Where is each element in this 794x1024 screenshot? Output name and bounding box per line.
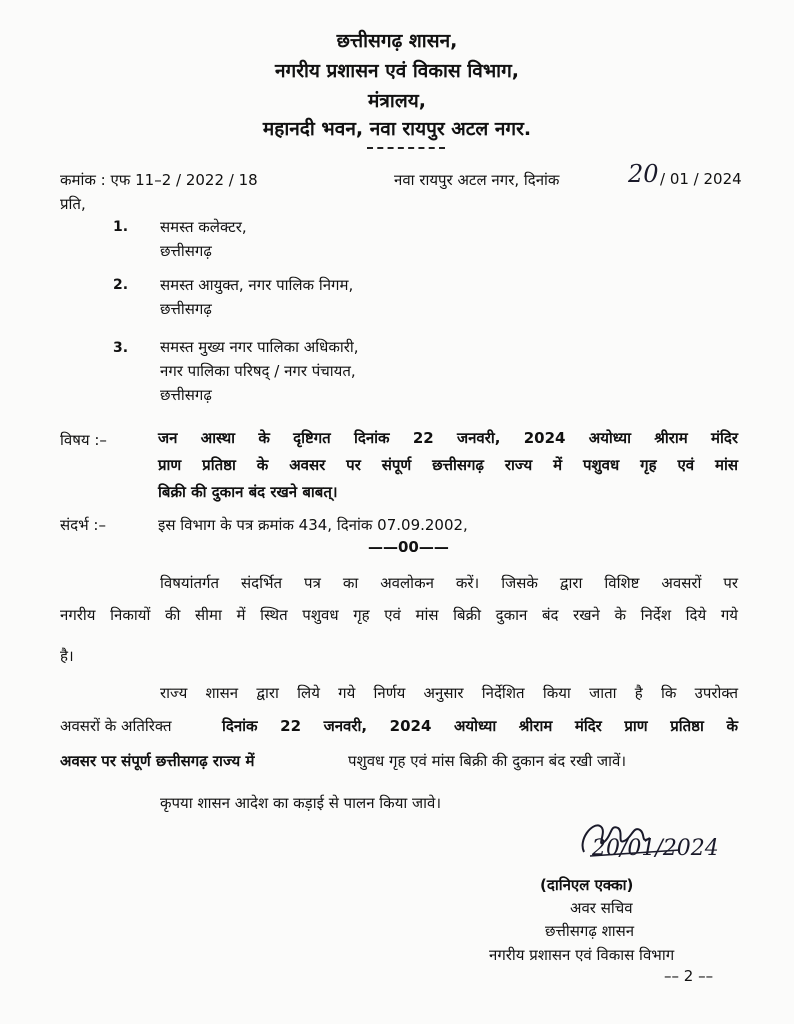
para1-line: है। <box>60 647 74 665</box>
signature-date: 20/01/2024 <box>592 836 719 861</box>
recipient-line: छत्तीसगढ़ <box>160 242 212 260</box>
signatory-org: छत्तीसगढ़ शासन <box>545 922 635 940</box>
subject-line: प्राण प्रतिष्ठा के अवसर पर संपूर्ण छत्तीसगढ़ राज्य में पशुवध गृह एवं मांस <box>158 456 738 474</box>
para2-line: राज्य शासन द्वारा लिये गये निर्णय अनुसार निर्देशित किया जाता है कि उपरोक्त <box>160 684 738 702</box>
header-ministry: मंत्रालय, <box>368 90 426 112</box>
separator: ——00—— <box>368 538 449 556</box>
subject-label: विषय :– <box>60 431 107 449</box>
para1-line: विषयांतर्गत संदर्भित पत्र का अवलोकन करें। जिसके द्वारा विशिष्ट अवसरों पर <box>160 574 738 592</box>
header-underline <box>367 147 445 149</box>
handwritten-day: 20 <box>628 160 659 188</box>
page-number: –– 2 –– <box>664 967 714 985</box>
header-address: महानदी भवन, नवा रायपुर अटल नगर. <box>262 118 532 140</box>
para2-line-normal: अवसरों के अतिरिक्त <box>60 717 172 735</box>
para2-line-bold: अवसर पर संपूर्ण छत्तीसगढ़ राज्य में <box>60 752 255 770</box>
para2-line-normal: पशुवध गृह एवं मांस बिक्री की दुकान बंद रखी जावें। <box>348 752 627 770</box>
header-department: नगरीय प्रशासन एवं विकास विभाग, <box>274 60 520 82</box>
recipient-number: 3. <box>113 340 129 356</box>
recipient-line: समस्त मुख्य नगर पालिका अधिकारी, <box>160 338 359 356</box>
signatory-name: (दानिएल एक्का) <box>540 876 634 894</box>
signatory-designation: अवर सचिव <box>570 899 633 917</box>
date-suffix: / 01 / 2024 <box>660 170 742 188</box>
to-label: प्रति, <box>60 195 86 213</box>
subject-line: जन आस्था के दृष्टिगत दिनांक 22 जनवरी, 2024 अयोध्या श्रीराम मंदिर <box>158 429 738 447</box>
signatory-department: नगरीय प्रशासन एवं विकास विभाग <box>489 946 675 964</box>
reference-label: संदर्भ :– <box>60 516 106 534</box>
order-number: कमांक : एफ 11–2 / 2022 / 18 <box>60 171 258 189</box>
recipient-line: समस्त कलेक्टर, <box>160 218 247 236</box>
para2-line-bold: दिनांक 22 जनवरी, 2024 अयोध्या श्रीराम मंदिर प्राण प्रतिष्ठा के <box>222 717 738 735</box>
place-date-prefix: नवा रायपुर अटल नगर, दिनांक <box>394 171 560 189</box>
recipient-line: समस्त आयुक्त, नगर पालिक निगम, <box>160 276 354 294</box>
recipient-number: 1. <box>113 219 129 235</box>
header-govt: छत्तीसगढ़ शासन, <box>336 30 458 52</box>
recipient-line: छत्तीसगढ़ <box>160 300 212 318</box>
recipient-line: छत्तीसगढ़ <box>160 386 212 404</box>
subject-line: बिक्री की दुकान बंद रखने बाबत्। <box>158 483 338 501</box>
para1-line: नगरीय निकायों की सीमा में स्थित पशुवध गृह एवं मांस बिक्री दुकान बंद रखने के निर्देश दिये गये <box>60 606 738 624</box>
reference-text: इस विभाग के पत्र क्रमांक 434, दिनांक 07.09.2002, <box>158 516 468 534</box>
recipient-line: नगर पालिका परिषद् / नगर पंचायत, <box>160 362 356 380</box>
recipient-number: 2. <box>113 277 129 293</box>
para3: कृपया शासन आदेश का कड़ाई से पालन किया जावे। <box>160 794 442 812</box>
